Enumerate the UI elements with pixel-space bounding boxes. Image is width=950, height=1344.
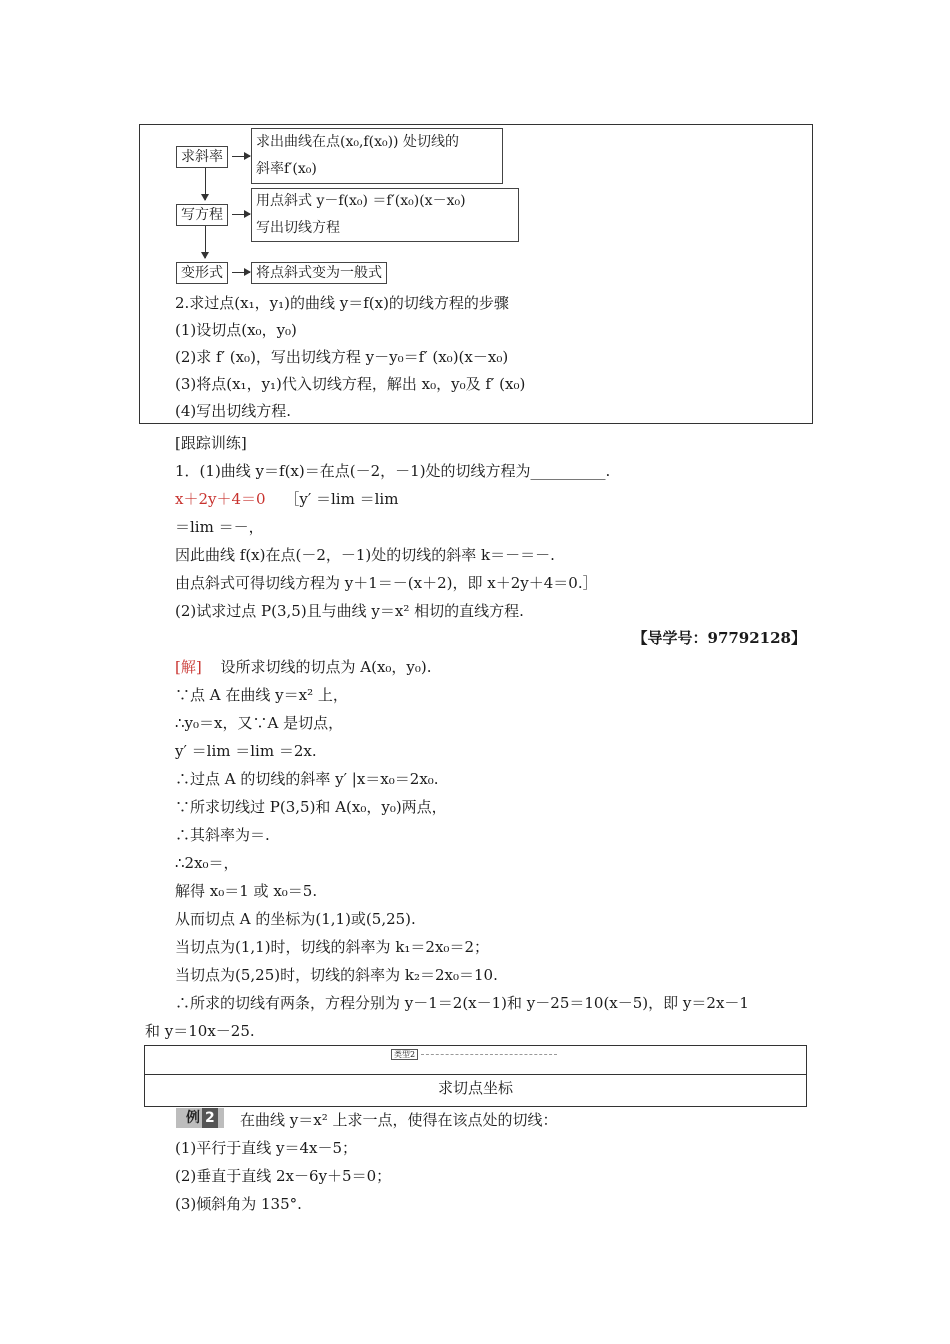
flow-desc-slope [251,128,503,184]
flow-desc-transform: 将点斜式变为一般式 [251,262,387,284]
example-badge [176,1108,224,1128]
flow-desc-equation-line2: 写出切线方程 [256,220,340,236]
practice-a1 [175,489,398,509]
solution-conclusion-2: 和 y＝10x－25. [145,1022,255,1040]
example-stem: 在曲线 y＝x² 上求一点，使得在该点处的切线： [240,1111,558,1129]
solution-first [175,657,432,677]
solution-line-10: 当切点为(1,1)时，切线的斜率为 k₁＝2x₀＝2； [175,938,489,956]
method2-title: 2.求过点(x₁，y₁)的曲线 y＝f(x)的切线方程的步骤 [175,294,509,312]
type2-divider [421,1054,557,1055]
practice-a1-derivation: ［y′ ＝lim ＝lim [284,490,399,508]
flow-arrow-2 [232,214,250,215]
example-item-2: (2)垂直于直线 2x－6y＋5＝0； [175,1167,392,1185]
example-item-1: (1)平行于直线 y＝4x－5； [175,1139,358,1157]
type2-tag: 类型2 [391,1049,418,1060]
flow-step-equation: 写方程 [176,204,228,226]
flow-desc-slope-line2: 斜率f′(x₀) [256,161,317,177]
practice-q1: 1．(1)曲线 y＝f(x)＝在点(－2，－1)处的切线方程为__________. [175,462,611,480]
solution-line-8: 解得 x₀＝1 或 x₀＝5. [175,882,318,900]
example-badge-number: 2 [202,1108,218,1128]
solution-first-text: 设所求切线的切点为 A(x₀，y₀). [220,658,432,676]
solution-line-1: ∵点 A 在曲线 y＝x² 上， [175,686,348,704]
solution-conclusion-1: ∴所求的切线有两条，方程分别为 y－1＝2(x－1)和 y－25＝10(x－5)，即 y＝2x－1 [175,994,749,1012]
example-badge-label: 例 [186,1110,200,1126]
guide-number: 【导学号：97792128】 [632,629,806,647]
example-item-3: (3)倾斜角为 135°. [175,1195,302,1213]
flow-step-slope: 求斜率 [176,146,228,168]
practice-a1-line3: 因此曲线 f(x)在点(－2，－1)处的切线的斜率 k＝－＝－. [175,546,555,564]
practice-a1-answer: x＋2y＋4＝0 [175,490,266,508]
method2-step-1: (1)设切点(x₀，y₀) [175,321,297,339]
solution-line-9: 从而切点 A 的坐标为(1,1)或(5,25). [175,910,416,928]
practice-heading: [跟踪训练] [175,434,247,452]
type2-rule [145,1074,806,1075]
flow-arrow-down-2 [205,226,206,258]
solution-line-11: 当切点为(5,25)时，切线的斜率为 k₂＝2x₀＝10. [175,966,498,984]
flow-arrow-down-1 [205,168,206,200]
flow-step-transform: 变形式 [176,262,228,284]
method2-step-3: (3)将点(x₁，y₁)代入切线方程，解出 x₀，y₀及 f′ (x₀) [175,375,526,393]
flow-desc-equation-line1: 用点斜式 y－f(x₀) ＝f′(x₀)(x－x₀) [256,193,466,209]
solution-line-3: y′ ＝lim ＝lim ＝2x. [175,742,317,760]
flow-desc-equation [251,188,519,242]
practice-a1-line2: ＝lim ＝－， [175,518,264,536]
solution-line-2: ∴y₀＝x，又∵A 是切点， [175,714,344,732]
type2-title: 求切点坐标 [437,1079,513,1097]
method2-step-2: (2)求 f′ (x₀)，写出切线方程 y－y₀＝f′ (x₀)(x－x₀) [175,348,509,366]
solution-label: [解] [175,658,202,676]
method2-step-4: (4)写出切线方程. [175,402,292,420]
practice-q2: (2)试求过点 P(3,5)且与曲线 y＝x² 相切的直线方程. [175,602,524,620]
flow-arrow-1 [232,156,250,157]
type2-header-box [144,1045,807,1107]
solution-line-7: ∴2x₀＝， [175,854,239,872]
solution-line-6: ∴其斜率为＝. [175,826,270,844]
flow-desc-slope-line1: 求出曲线在点(x₀,f(x₀)) 处切线的 [256,134,459,150]
solution-line-5: ∵所求切线过 P(3,5)和 A(x₀，y₀)两点， [175,798,447,816]
flow-arrow-3 [232,272,250,273]
solution-line-4: ∴过点 A 的切线的斜率 y′ |x＝x₀＝2x₀. [175,770,439,788]
practice-a1-line4: 由点斜式可得切线方程为 y＋1＝－(x＋2)，即 x＋2y＋4＝0.］ [175,574,598,592]
